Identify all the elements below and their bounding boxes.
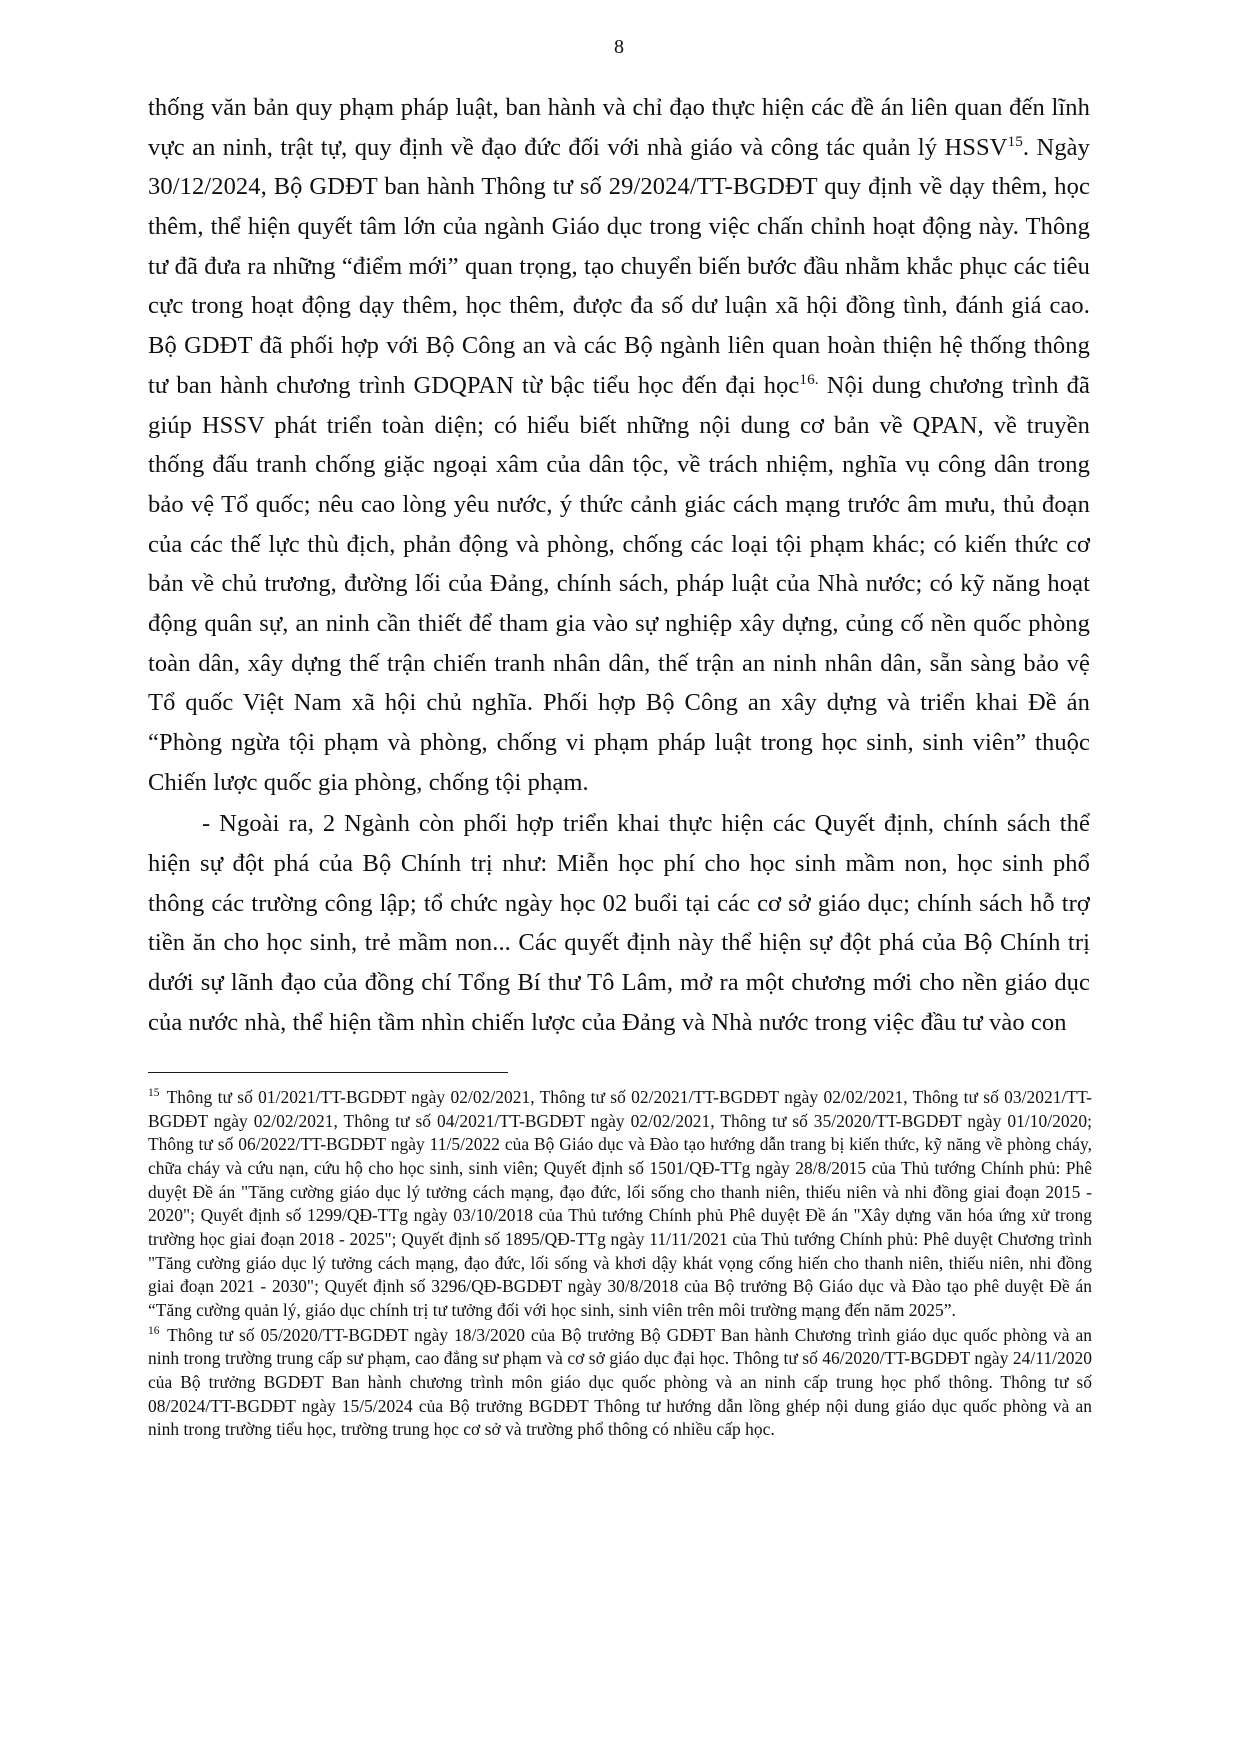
footnote-area	[148, 1086, 1092, 1442]
paragraph-2: - Ngoài ra, 2 Ngành còn phối hợp triển khai thực hiện các Quyết định, chính sách thể hiện sự đột phá của Bộ Chính trị như: Miễn học phí cho học sinh mầm non, học sinh phổ thông các trường công lập; tổ chức ngày học 02 buổi tại các cơ sở giáo dục; chính sách hỗ trợ tiền ăn cho học sinh, trẻ mầm non... Các quyết định này thể hiện sự đột phá của Bộ Chính trị dưới sự lãnh đạo của đồng chí Tổng Bí thư Tô Lâm, mở ra một chương mới cho nền giáo dục của nước nhà, thể hiện tầm nhìn chiến lược của Đảng và Nhà nước trong việc đầu tư vào con	[148, 810, 1090, 1036]
footnote-marker: 15	[148, 1087, 160, 1100]
footnote-reference: 16.	[799, 370, 819, 388]
footnote-reference: 15	[1007, 132, 1023, 150]
footnote-separator	[148, 1072, 508, 1073]
page-number: 8	[614, 36, 624, 58]
body-text	[148, 88, 1090, 1043]
footnote-15: $^{15}$ Thông tư số 01/2021/TT-BGDĐT ngày 02/02/2021, Thông tư số 02/2021/TT-BGDĐT ngày 02/02/2021, Thông tư số 03/2021/TT-BGDĐT ngày 02/02/2021, Thông tư số 04/2021/TT-BGDĐT ngày 02/02/2021, Thông tư số 35/2020/TT-BGDĐT ngày 01/10/2020; Thông tư số 06/2022/TT-BGDĐT ngày 11/5/2022 của Bộ Giáo dục và Đào tạo hướng dẫn trang bị kiến thức, kỹ năng về phòng cháy, chữa cháy và cứu nạn, cứu hộ cho học sinh, sinh viên; Quyết định số 1501/QĐ-TTg ngày 28/8/2015 của Thủ tướng Chính phủ: Phê duyệt Đề án "Tăng cường giáo dục lý tưởng cách mạng, đạo đức, lối sống cho thanh niên, thiếu niên và nhi đồng giai đoạn 2015 - 2020"; Quyết định số 1299/QĐ-TTg ngày 03/10/2018 của Thủ tướng Chính phủ Phê duyệt Đề án "Xây dựng văn hóa ứng xử trong trường học giai đoạn 2018 - 2025"; Quyết định số 1895/QĐ-TTg ngày 11/11/2021 của Thủ tướng Chính phủ: Phê duyệt Chương trình "Tăng cường giáo dục lý tưởng cách mạng, đạo đức, lối sống và khơi dậy khát vọng cống hiến cho thanh niên, thiếu niên, nhi đồng giai đoạn 2021 - 2030"; Quyết định số 3296/QĐ-BGDĐT ngày 30/8/2018 của Bộ trưởng Bộ Giáo dục và Đào tạo phê duyệt Đề án “Tăng cường quản lý, giáo dục chính trị tư tưởng đối với học sinh, sinh viên trên môi trường mạng đến năm 2025”.	[148, 1087, 1092, 1321]
footnote-16: $^{16}$ Thông tư số 05/2020/TT-BGDĐT ngày 18/3/2020 của Bộ trưởng Bộ GDĐT Ban hành Chương trình giáo dục quốc phòng và an ninh trong trường trung cấp sư phạm, cao đẳng sư phạm và cơ sở giáo dục đại học. Thông tư số 46/2020/TT-BGDĐT ngày 24/11/2020 của Bộ trưởng BGDĐT Ban hành chương trình môn giáo dục quốc phòng và an ninh cấp trung học phổ thông. Thông tư số 08/2024/TT-BGDĐT ngày 15/5/2024 của Bộ trưởng BGDĐT Thông tư hướng dẫn lồng ghép nội dung giáo dục quốc phòng và an ninh trong trường tiểu học, trường trung học cơ sở và trường phổ thông có nhiều cấp học.	[148, 1324, 1092, 1440]
paragraph-1: thống văn bản quy phạm pháp luật, ban hành và chỉ đạo thực hiện các đề án liên quan đến lĩnh vực an ninh, trật tự, quy định về đạo đức đối với nhà giáo và công tác quản lý HSSV$^{15}$. Ngày 30/12/2024, Bộ GDĐT ban hành Thông tư số 29/2024/TT-BGDĐT quy định về dạy thêm, học thêm, thể hiện quyết tâm lớn của ngành Giáo dục trong việc chấn chỉnh hoạt động này. Thông tư đã đưa ra những “điểm mới” quan trọng, tạo chuyển biến bước đầu nhằm khắc phục các tiêu cực trong hoạt động dạy thêm, học thêm, được đa số dư luận xã hội đồng tình, đánh giá cao. Bộ GDĐT đã phối hợp với Bộ Công an và các Bộ ngành liên quan hoàn thiện hệ thống thông tư ban hành chương trình GDQPAN từ bậc tiểu học đến đại học$^{16.}$ Nội dung chương trình đã giúp HSSV phát triển toàn diện; có hiểu biết những nội dung cơ bản về QPAN, về truyền thống đấu tranh chống giặc ngoại xâm của dân tộc, về trách nhiệm, nghĩa vụ công dân trong bảo vệ Tổ quốc; nêu cao lòng yêu nước, ý thức cảnh giác cách mạng trước âm mưu, thủ đoạn của các thế lực thù địch, phản động và phòng, chống các loại tội phạm khác; có kiến thức cơ bản về chủ trương, đường lối của Đảng, chính sách, pháp luật của Nhà nước; có kỹ năng hoạt động quân sự, an ninh cần thiết để tham gia vào sự nghiệp xây dựng, củng cố nền quốc phòng toàn dân, xây dựng thế trận chiến tranh nhân dân, thế trận an ninh nhân dân, sẵn sàng bảo vệ Tổ quốc Việt Nam xã hội chủ nghĩa. Phối hợp Bộ Công an xây dựng và triển khai Đề án “Phòng ngừa tội phạm và phòng, chống vi phạm pháp luật trong học sinh, sinh viên” thuộc Chiến lược quốc gia phòng, chống tội phạm.	[148, 94, 1091, 796]
footnote-marker: 16	[148, 1324, 160, 1337]
